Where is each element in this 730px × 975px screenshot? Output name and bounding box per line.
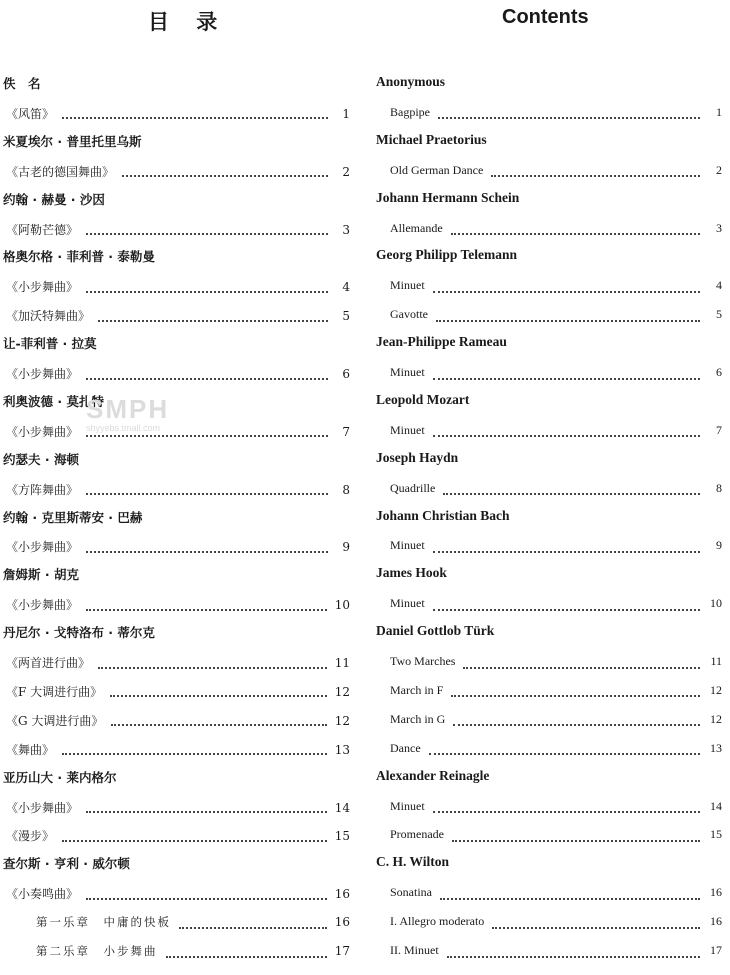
piece-title: Bagpipe [390,104,430,119]
page-number: 12 [334,713,350,728]
dot-leader [86,810,327,813]
composer-name: Alexander Reinagle [376,767,490,783]
piece-title: Dance [390,740,421,755]
composer-name: 约瑟夫 · 海顿 [3,451,79,467]
composer-name: 佚 名 [3,76,41,91]
page-number: 14 [334,800,350,815]
piece-title: March in F [390,682,444,697]
contents-heading-english: Contents [502,6,589,28]
dot-leader [433,434,700,437]
composer-name: 亚历山大 · 莱内格尔 [3,769,117,785]
composer-name: Leopold Mozart [376,391,470,407]
dot-leader [433,290,700,293]
toc-entry[interactable] [370,712,722,732]
dot-leader [491,174,700,177]
page-number: 4 [342,280,350,295]
contents-heading-chinese: 目 录 [148,10,228,34]
piece-title: Promenade [390,827,444,842]
toc-entry[interactable] [0,307,350,327]
composer-name: Jean-Philippe Rameau [376,334,507,350]
page-number: 6 [342,367,350,381]
composer-name: Michael Praetorius [376,131,487,147]
toc-entry[interactable] [370,105,722,125]
dot-leader [86,897,327,900]
page-number: 9 [716,538,722,553]
page-number: 1 [342,106,350,121]
piece-title: Sonatina [390,885,432,900]
composer-name: Georg Philipp Telemann [376,247,518,263]
page-number: 7 [716,422,722,437]
page-number: 17 [710,943,722,957]
piece-title: Quadrille [390,480,436,495]
toc-entry[interactable] [370,683,722,703]
dot-leader [98,319,328,322]
composer-name: 米夏埃尔 · 普里托里乌斯 [3,133,142,149]
piece-title: Minuet [390,365,425,379]
page-number: 15 [710,827,722,842]
composer-name: Daniel Gottlob Türk [376,623,495,639]
page-number: 16 [334,887,350,902]
dot-leader [62,116,328,119]
piece-title: March in G [390,711,446,726]
toc-entry[interactable] [370,365,722,385]
dot-leader [463,666,700,669]
toc-entry[interactable] [370,914,722,934]
composer-name: 查尔斯 · 亨利 · 威尔顿 [3,856,130,872]
piece-title: Minuet [390,538,425,553]
dot-leader [433,810,700,813]
piece-title: 《F 大调进行曲》 [6,684,103,699]
page-number: 11 [710,654,722,668]
composer-name: 让-菲利普 · 拉莫 [3,336,97,352]
dot-leader [86,232,328,235]
page-number: 10 [334,598,350,613]
toc-entry[interactable] [0,163,350,183]
piece-title: 《G 大调进行曲》 [6,713,104,728]
page-number: 1 [716,104,722,119]
page-number: 7 [342,424,350,439]
page-number: 2 [342,164,350,179]
dot-leader [86,550,328,553]
dot-leader [438,116,700,119]
page-number: 15 [334,829,350,844]
piece-title: 《小步舞曲》 [6,424,79,439]
piece-title: Gavotte [390,307,428,322]
composer-name: 约翰 · 赫曼 · 沙因 [3,191,105,207]
toc-entry[interactable] [0,827,350,847]
piece-title: 《小步舞曲》 [6,280,79,295]
toc-entry[interactable] [370,885,722,905]
toc-entry[interactable] [370,278,722,298]
piece-title: Allemande [390,220,443,235]
piece-title: I. Allegro moderato [390,914,485,929]
dot-leader [86,434,328,437]
toc-entry[interactable] [370,307,722,327]
page-number: 13 [710,740,722,755]
composer-name: Joseph Haydn [376,449,459,465]
dot-leader [111,723,326,726]
piece-title: 《小步舞曲》 [6,540,79,555]
piece-title: Minuet [390,596,425,611]
dot-leader [62,839,327,842]
piece-title: 《加沃特舞曲》 [6,309,91,324]
toc-entry[interactable] [370,741,722,761]
page-number: 5 [716,307,722,322]
piece-title: 第二乐章 小步舞曲 [36,944,158,958]
toc-entry[interactable] [0,105,350,125]
toc-entry[interactable] [0,914,350,934]
composer-name: Johann Christian Bach [376,507,510,523]
page-number: 8 [716,480,722,495]
piece-title: Old German Dance [390,162,484,177]
piece-title: Minuet [390,278,425,293]
piece-title: 《小步舞曲》 [6,800,79,815]
dot-leader [451,232,700,235]
piece-title: 第一乐章 中庸的快板 [36,915,171,930]
toc-entry[interactable] [0,365,350,385]
toc-entry[interactable] [370,163,722,183]
toc-entry[interactable] [0,799,350,819]
composer-name: 丹尼尔 · 戈特洛布 · 蒂尔克 [3,625,155,641]
toc-entry[interactable] [0,221,350,241]
page-number: 14 [710,798,722,813]
page-number: 12 [710,711,722,726]
piece-title: 《舞曲》 [6,742,55,757]
composer-name: 格奥尔格 · 菲利普 · 泰勒曼 [3,249,155,265]
toc-entry[interactable] [370,827,722,847]
dot-leader [452,839,700,842]
dot-leader [443,492,700,495]
page-number: 12 [334,684,350,699]
page-number: 11 [334,656,350,670]
composer-name: 詹姆斯 · 胡克 [3,567,79,583]
piece-title: II. Minuet [390,943,439,957]
dot-leader [436,319,700,322]
page-number: 2 [716,162,722,177]
toc-entry[interactable] [0,481,350,501]
piece-title: 《风笛》 [6,106,55,121]
page-number: 17 [334,944,350,958]
toc-entry[interactable] [0,423,350,443]
piece-title: Minuet [390,422,425,437]
dot-leader [62,752,327,755]
page-number: 16 [710,914,722,929]
dot-leader [433,377,700,380]
toc-entry[interactable] [370,538,722,558]
toc-entry[interactable] [370,481,722,501]
dot-leader [98,666,327,669]
dot-leader [122,174,328,177]
toc-entry[interactable] [0,712,350,732]
composer-name: 利奥波德 · 莫扎特 [3,393,104,409]
piece-title: 《漫步》 [6,829,55,844]
page-number: 10 [710,596,722,611]
dot-leader [179,926,327,929]
dot-leader [86,377,328,380]
page-number: 13 [334,742,350,757]
dot-leader [86,492,328,495]
toc-entry[interactable] [370,799,722,819]
piece-title: 《阿勒芒德》 [6,222,79,237]
page-number: 3 [716,220,722,235]
dot-leader [440,897,700,900]
watermark-url: shyyebs.tmall.com [86,423,161,433]
piece-title: Two Marches [390,654,456,668]
page-number: 4 [716,278,722,293]
dot-leader [453,723,700,726]
page-number: 12 [710,682,722,697]
toc-entry[interactable] [0,538,350,558]
toc-entry[interactable] [0,278,350,298]
toc-entry[interactable] [370,423,722,443]
toc-entry[interactable] [0,741,350,761]
toc-entry[interactable] [370,221,722,241]
toc-entry[interactable] [0,596,350,616]
toc-entry[interactable] [0,885,350,905]
piece-title: 《方阵舞曲》 [6,482,79,497]
dot-leader [86,608,327,611]
dot-leader [429,752,700,755]
composer-name: James Hook [376,565,447,581]
toc-entry[interactable] [0,654,350,674]
composer-name: 约翰 · 克里斯蒂安 · 巴赫 [3,509,143,525]
page-number: 8 [342,482,350,497]
toc-entry[interactable] [370,654,722,674]
dot-leader [166,955,327,958]
piece-title: 《古老的德国舞曲》 [6,164,115,179]
dot-leader [433,608,700,611]
piece-title: 《小奏鸣曲》 [6,887,79,902]
dot-leader [492,926,700,929]
dot-leader [110,694,327,697]
piece-title: 《小步舞曲》 [6,367,79,381]
dot-leader [433,550,700,553]
piece-title: 《两首进行曲》 [6,656,91,670]
toc-entry[interactable] [370,596,722,616]
piece-title: 《小步舞曲》 [6,598,79,613]
dot-leader [86,290,328,293]
page-number: 16 [334,915,350,930]
toc-entry[interactable] [370,943,722,963]
toc-entry[interactable] [0,943,350,963]
composer-name: Anonymous [376,74,446,89]
page-number: 16 [710,885,722,900]
page-number: 3 [342,222,350,237]
dot-leader [447,955,700,958]
dot-leader [451,694,700,697]
composer-name: Johann Hermann Schein [376,189,520,205]
toc-entry[interactable] [0,683,350,703]
piece-title: Minuet [390,798,425,813]
page-number: 5 [342,309,350,324]
watermark-logo: SMPH [86,394,170,424]
composer-name: C. H. Wilton [376,854,450,870]
page-number: 6 [716,365,722,379]
page-number: 9 [342,540,350,555]
